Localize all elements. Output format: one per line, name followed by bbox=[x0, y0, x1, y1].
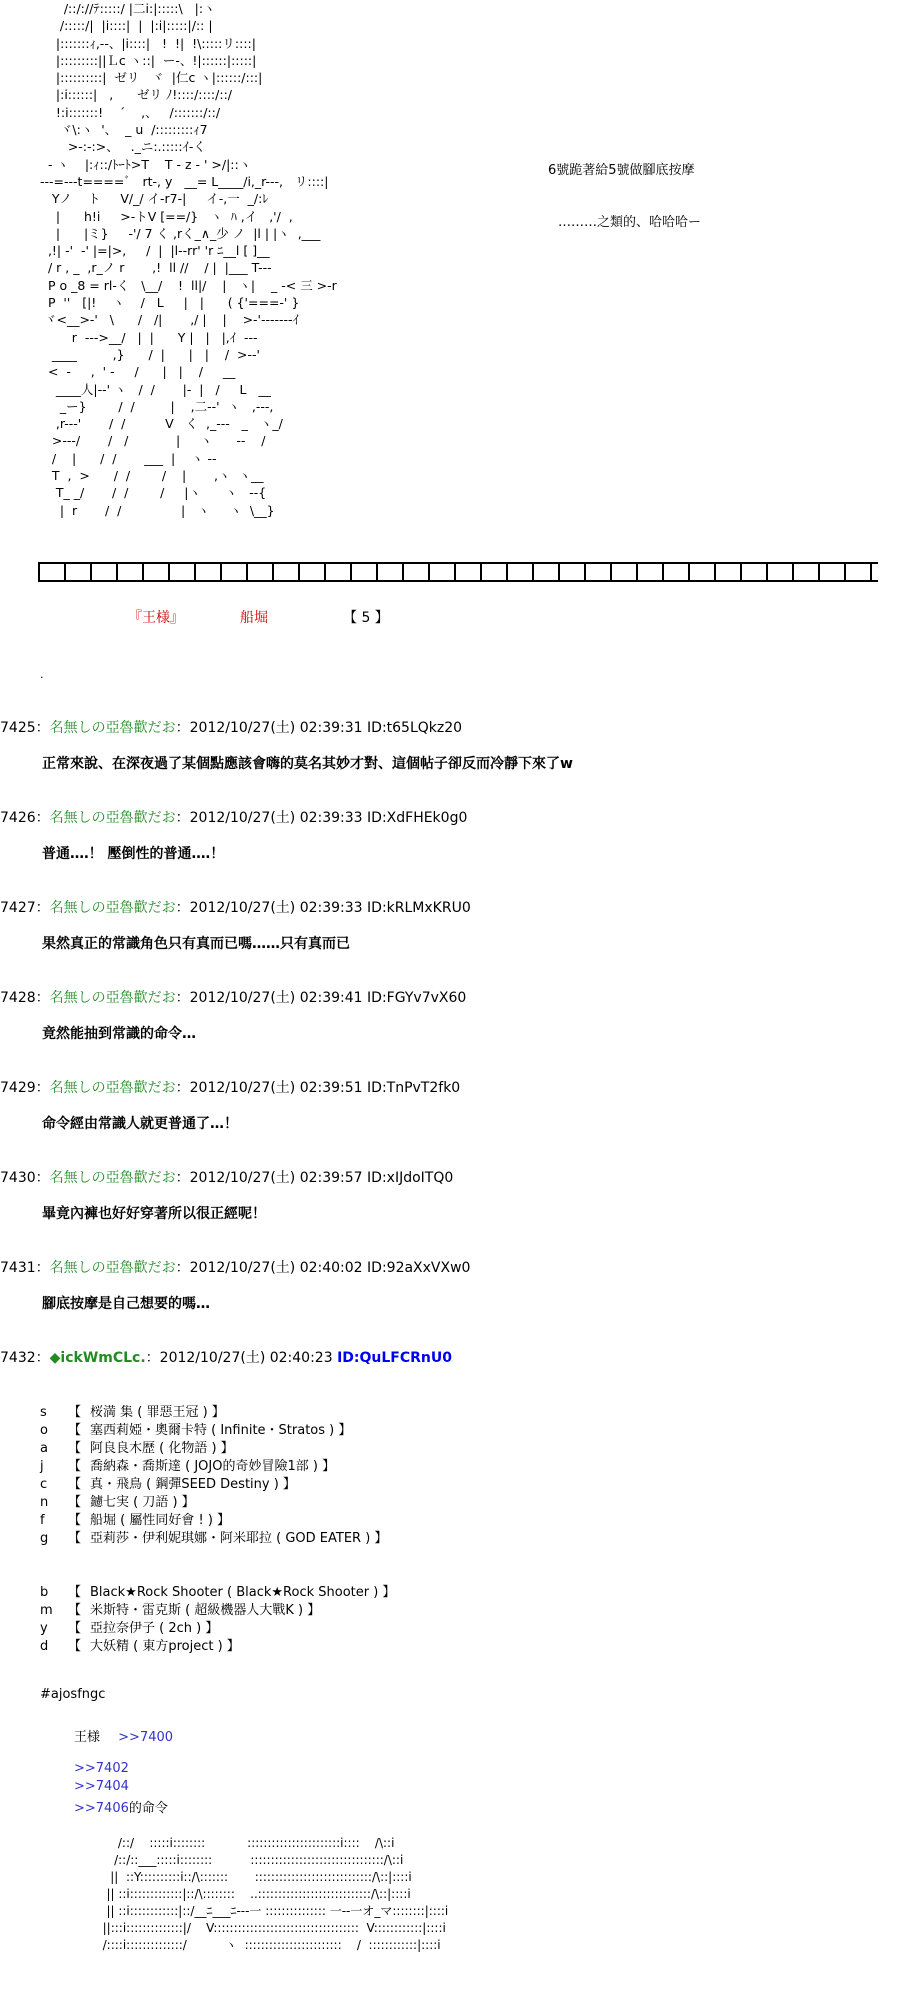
ruler-tick bbox=[844, 562, 846, 580]
post-body: 命令經由常識人就更普通了…！ bbox=[42, 1116, 238, 1132]
poster-trip: ◆ickWmCLc. bbox=[49, 1350, 146, 1366]
caption-number: 【 5 】 bbox=[343, 610, 389, 626]
ruler-tick bbox=[792, 562, 794, 580]
post-meta: ：2012/10/27(土) 02:39:57 ID:xIJdoITQ0 bbox=[175, 1170, 454, 1186]
ruler-tick bbox=[454, 562, 456, 580]
post-body: 竟然能抽到常識的命令… bbox=[42, 1026, 196, 1042]
ruler-tick bbox=[428, 562, 430, 580]
poster-name: 名無しの亞魯歡だお bbox=[49, 810, 176, 826]
post-header bbox=[0, 987, 466, 1007]
anchor-link-7406[interactable]: >>7406 bbox=[74, 1801, 129, 1816]
roster-entry: 大妖精 ( 東方project ) 】 bbox=[90, 1639, 240, 1654]
post-number[interactable]: 7429： bbox=[0, 1080, 50, 1096]
post-number[interactable]: 7432： bbox=[0, 1350, 50, 1366]
poster-name: 名無しの亞魯歡だお bbox=[49, 990, 176, 1006]
roster-entry: 真・飛鳥 ( 鋼彈SEED Destiny ) 】 bbox=[90, 1477, 296, 1492]
roster-row bbox=[40, 1617, 395, 1635]
narration-line-1: 6號跪著給5號做腳底按摩 bbox=[548, 163, 695, 178]
post-body: 腳底按摩是自己想要的嗎… bbox=[42, 1296, 210, 1312]
roster-bracket: 【 bbox=[68, 1621, 82, 1636]
roster-row bbox=[40, 1401, 387, 1419]
ruler-tick bbox=[662, 562, 664, 580]
roster-row bbox=[40, 1473, 387, 1491]
ruler-bottom-line bbox=[38, 580, 878, 582]
roster-bracket: 【 bbox=[68, 1603, 82, 1618]
ruler-tick bbox=[506, 562, 508, 580]
post-header bbox=[0, 807, 467, 827]
roster-key: o bbox=[40, 1423, 48, 1438]
roster-row bbox=[40, 1599, 395, 1617]
ruler-tick bbox=[116, 562, 118, 580]
post-header bbox=[0, 1167, 453, 1187]
ruler-tick bbox=[220, 562, 222, 580]
post-number[interactable]: 7430： bbox=[0, 1170, 50, 1186]
roster-row bbox=[40, 1581, 395, 1599]
poster-name: 名無しの亞魯歡だお bbox=[49, 720, 176, 736]
roster-key: a bbox=[40, 1441, 48, 1456]
roster-row bbox=[40, 1527, 387, 1545]
post-meta: ：2012/10/27(土) 02:40:23 bbox=[145, 1350, 338, 1366]
roster-entry: 喬納森・喬斯達 ( JOJO的奇妙冒險1部 ) 】 bbox=[90, 1459, 336, 1474]
roster-key: n bbox=[40, 1495, 49, 1510]
ruler-tick bbox=[194, 562, 196, 580]
post-header bbox=[0, 1347, 452, 1367]
ruler-top-line bbox=[38, 562, 878, 564]
anchor-text[interactable]: >>7402 bbox=[74, 1761, 129, 1776]
roster-bracket: 【 bbox=[68, 1495, 82, 1510]
post-header bbox=[0, 717, 462, 737]
post-body: 正常來說、在深夜過了某個點應該會嗨的莫名其妙才對、這個帖子卻反而冷靜下來了w bbox=[42, 756, 573, 772]
post-header bbox=[0, 1257, 470, 1277]
roster-key: s bbox=[40, 1405, 47, 1420]
ruler-tick bbox=[610, 562, 612, 580]
post-number[interactable]: 7425： bbox=[0, 720, 50, 736]
roster-entry: 米斯特・雷克斯 ( 超級機器人大戰K ) 】 bbox=[90, 1603, 321, 1618]
caption-king-label: 『王様』 bbox=[128, 610, 184, 626]
roster-bracket: 【 bbox=[68, 1639, 82, 1654]
poster-name: 名無しの亞魯歡だお bbox=[49, 1080, 176, 1096]
post-number[interactable]: 7431： bbox=[0, 1260, 50, 1276]
ruler-tick bbox=[350, 562, 352, 580]
roster-bracket: 【 bbox=[68, 1585, 82, 1600]
ruler-tick bbox=[636, 562, 638, 580]
post-meta: ：2012/10/27(土) 02:39:33 ID:kRLMxKRU0 bbox=[175, 900, 471, 916]
ruler-tick bbox=[298, 562, 300, 580]
ruler-tick bbox=[480, 562, 482, 580]
roster-entry: Black★Rock Shooter ( Black★Rock Shooter ) 】 bbox=[90, 1585, 396, 1600]
king-line bbox=[74, 1726, 173, 1745]
ruler-tick bbox=[246, 562, 248, 580]
anchor-line-7406 bbox=[74, 1797, 168, 1816]
ruler-tick bbox=[688, 562, 690, 580]
roster-entry: 桜満 集 ( 罪惡王冠 ) 】 bbox=[90, 1405, 225, 1420]
roster-key: c bbox=[40, 1477, 48, 1492]
ruler-tick bbox=[740, 562, 742, 580]
anchor-link-7404[interactable] bbox=[74, 1779, 129, 1794]
poster-name: 名無しの亞魯歡だお bbox=[49, 1260, 176, 1276]
roster-key: m bbox=[40, 1603, 53, 1618]
ruler-tick bbox=[142, 562, 144, 580]
hashtag: #ajosfngc bbox=[40, 1687, 106, 1702]
post-meta: ：2012/10/27(土) 02:39:33 ID:XdFHEk0g0 bbox=[175, 810, 468, 826]
roster-key: b bbox=[40, 1585, 49, 1600]
ascii-ruler-divider bbox=[38, 560, 878, 584]
poster-id-highlight[interactable]: ID:QuLFCRnU0 bbox=[337, 1350, 452, 1366]
ruler-tick bbox=[766, 562, 768, 580]
anchor-link-7402[interactable] bbox=[74, 1761, 129, 1776]
ascii-art-bottom: /::/ :::::i:::::::: :::::::::::::::::::::::i:::: /\::i /::/::___:::::i:::::::: :::::::::::::::::::::::::::::::::/\::i || ::Y::::::::::i::/\::::::: :::::::::::::::::::::::::::::/\::|::::i || ::i:::::::::::::|::/\:::::::: ..::::::::::::::::::::::::::::/\::|::::i || ::i::::::::::::|::/__ﾆ___ﾆ---一 ::::::::::::::: 一--一オ_マ::::::::|::::i ||:::i::::::::::::::|/ V:::::::::::::::::::::::::::::::::::: V::::::::::::|::::i /::::i::::::::::::::/ ヽ :::::::::::::::::::::::: / ::::::::::::|::::i bbox=[102, 1836, 449, 1952]
ascii-art-illustration: /::/://ﾃ:::::/ |二i:|:::::\ |:ヽ /:::::/| |i::::| | |:i|:::::|/:: | |:::::::ｨ,--、|i::::| ! !| !\:::::リ::::| |:::::::::||Ｌc ヽ::| ー-、!|::::::|:::::| |::::::::::| ゼリ ヾ |仁c ヽ|::::::/:::| |:i::::::| , ゼリ ﾉ!::::/::::/::/ !:i:::::::! ´ ,、 /:::::::/::/ ヾ\:ヽ '、 _ u /:::::::::ｨ7 >-:-:>、 ._ニ:.:::::ｲ-く ‐ ヽ |:ｨ::/ﾄｰﾄ>T T ‐ z ‐ ' >/|::ヽ ---=---t====ﾞ rt-, y __= L____/i,_r---, リ::::| Yノ ト V/_/ イ-r7-| イ-,一 _/:ﾚ | h!i >-トV [==/} ヽ ﾊ ,イ ,'/ , | |ミ} -'/ 7 く ,rく_∧_少 ノ |l | |ヽ ,___ ,!| -' -' |=|>, / | |l--rr' 'r ﾆ__l [ ]__ / r , _ ,r_ノ r ,! ll // / | |___ T--- P o _8 = rl-く \__/ ! ll|/ | ヽ| _ -< 三 >-r P '' [|! ヽ / L | | ( {'===-' } ヾ<__>-' \ / /| ,/ | | >-'-------ｲ r --->__/ | | Y | | |,ｲ --- ____ ,} / | | | / >--' < - , ' ‐ / | | / __ ____人|--' ヽ / / |- | / L __ _ー} / / | ,二--' ヽ ,---, ,r---' / / V く ,_--- _ ヽ_/ >---/ / / | ヽ -- / / | / / ___ | ヽ -- T , > / / / | ,ヽ ヽ__ T_ _/ / / / |ヽ ヽ --{ | r / / | ヽ ヽ \__} bbox=[40, 1, 337, 518]
roster-key: g bbox=[40, 1531, 49, 1546]
post-meta: ：2012/10/27(土) 02:39:51 ID:TnPvT2fk0 bbox=[175, 1080, 461, 1096]
post-body: 畢竟內褲也好好穿著所以很正經呢！ bbox=[42, 1206, 266, 1222]
roster-row bbox=[40, 1509, 387, 1527]
poster-name: 名無しの亞魯歡だお bbox=[49, 900, 176, 916]
ruler-tick bbox=[168, 562, 170, 580]
narration-line-2: ………之類的、哈哈哈ー bbox=[558, 215, 702, 230]
post-number[interactable]: 7427： bbox=[0, 900, 50, 916]
roster-entry: 亞拉奈伊子 ( 2ch ) 】 bbox=[90, 1621, 219, 1636]
roster-row bbox=[40, 1635, 395, 1653]
post-body: 普通‥‥！ 壓倒性的普通‥‥！ bbox=[42, 846, 225, 862]
post-number[interactable]: 7426： bbox=[0, 810, 50, 826]
ruler-tick bbox=[376, 562, 378, 580]
poster-name: 名無しの亞魯歡だお bbox=[49, 1170, 176, 1186]
post-body: 果然真正的常識角色只有真而已嗎……只有真而已 bbox=[42, 936, 350, 952]
roster-bracket: 【 bbox=[68, 1423, 82, 1438]
ruler-tick bbox=[558, 562, 560, 580]
roster-bracket: 【 bbox=[68, 1441, 82, 1456]
ruler-tick bbox=[714, 562, 716, 580]
post-header bbox=[0, 897, 471, 917]
roster-entry: 阿良良木歷 ( 化物語 ) 】 bbox=[90, 1441, 234, 1456]
ruler-tick bbox=[324, 562, 326, 580]
roster-entry: 塞西莉婭・奧爾卡特 ( Infinite・Stratos ) 】 bbox=[90, 1423, 352, 1438]
roster-entry: 船堀 ( 屬性同好會 ! ) 】 bbox=[90, 1513, 231, 1528]
roster-key: y bbox=[40, 1621, 48, 1636]
anchor-link-7400[interactable]: >>7400 bbox=[118, 1730, 174, 1745]
roster-row bbox=[40, 1455, 387, 1473]
ruler-tick bbox=[272, 562, 274, 580]
caption-character-name: 船堀 bbox=[240, 610, 268, 626]
roster-bracket: 【 bbox=[68, 1531, 82, 1546]
roster-row bbox=[40, 1419, 387, 1437]
ruler-tick bbox=[818, 562, 820, 580]
roster-bracket: 【 bbox=[68, 1405, 82, 1420]
roster-entry: 亞莉莎・伊利妮琪娜・阿米耶拉 ( GOD EATER ) 】 bbox=[90, 1531, 388, 1546]
anchor-suffix: 的命令 bbox=[128, 1801, 168, 1816]
ruler-tick bbox=[90, 562, 92, 580]
post-number[interactable]: 7428： bbox=[0, 990, 50, 1006]
ruler-tick bbox=[402, 562, 404, 580]
king-label: 王様 bbox=[74, 1730, 101, 1745]
roster-bracket: 【 bbox=[68, 1513, 82, 1528]
roster-list-b bbox=[40, 1581, 395, 1653]
roster-row bbox=[40, 1437, 387, 1455]
anchor-text[interactable]: >>7404 bbox=[74, 1779, 129, 1794]
roster-key: d bbox=[40, 1639, 49, 1654]
ruler-tick bbox=[870, 562, 872, 580]
post-meta: ：2012/10/27(土) 02:40:02 ID:92aXxVXw0 bbox=[175, 1260, 471, 1276]
post-meta: ：2012/10/27(土) 02:39:31 ID:t65LQkz20 bbox=[175, 720, 463, 736]
ruler-tick bbox=[584, 562, 586, 580]
roster-row bbox=[40, 1491, 387, 1509]
post-header bbox=[0, 1077, 460, 1097]
ruler-tick bbox=[64, 562, 66, 580]
ruler-tick bbox=[38, 562, 40, 580]
roster-list-a bbox=[40, 1401, 387, 1545]
stray-dot: . bbox=[40, 668, 44, 681]
roster-bracket: 【 bbox=[68, 1459, 82, 1474]
roster-key: f bbox=[40, 1513, 45, 1528]
post-meta: ：2012/10/27(土) 02:39:41 ID:FGYv7vX60 bbox=[175, 990, 467, 1006]
roster-key: j bbox=[40, 1459, 44, 1474]
roster-entry: 鑢七実 ( 刀語 ) 】 bbox=[90, 1495, 195, 1510]
roster-bracket: 【 bbox=[68, 1477, 82, 1492]
ruler-tick bbox=[532, 562, 534, 580]
